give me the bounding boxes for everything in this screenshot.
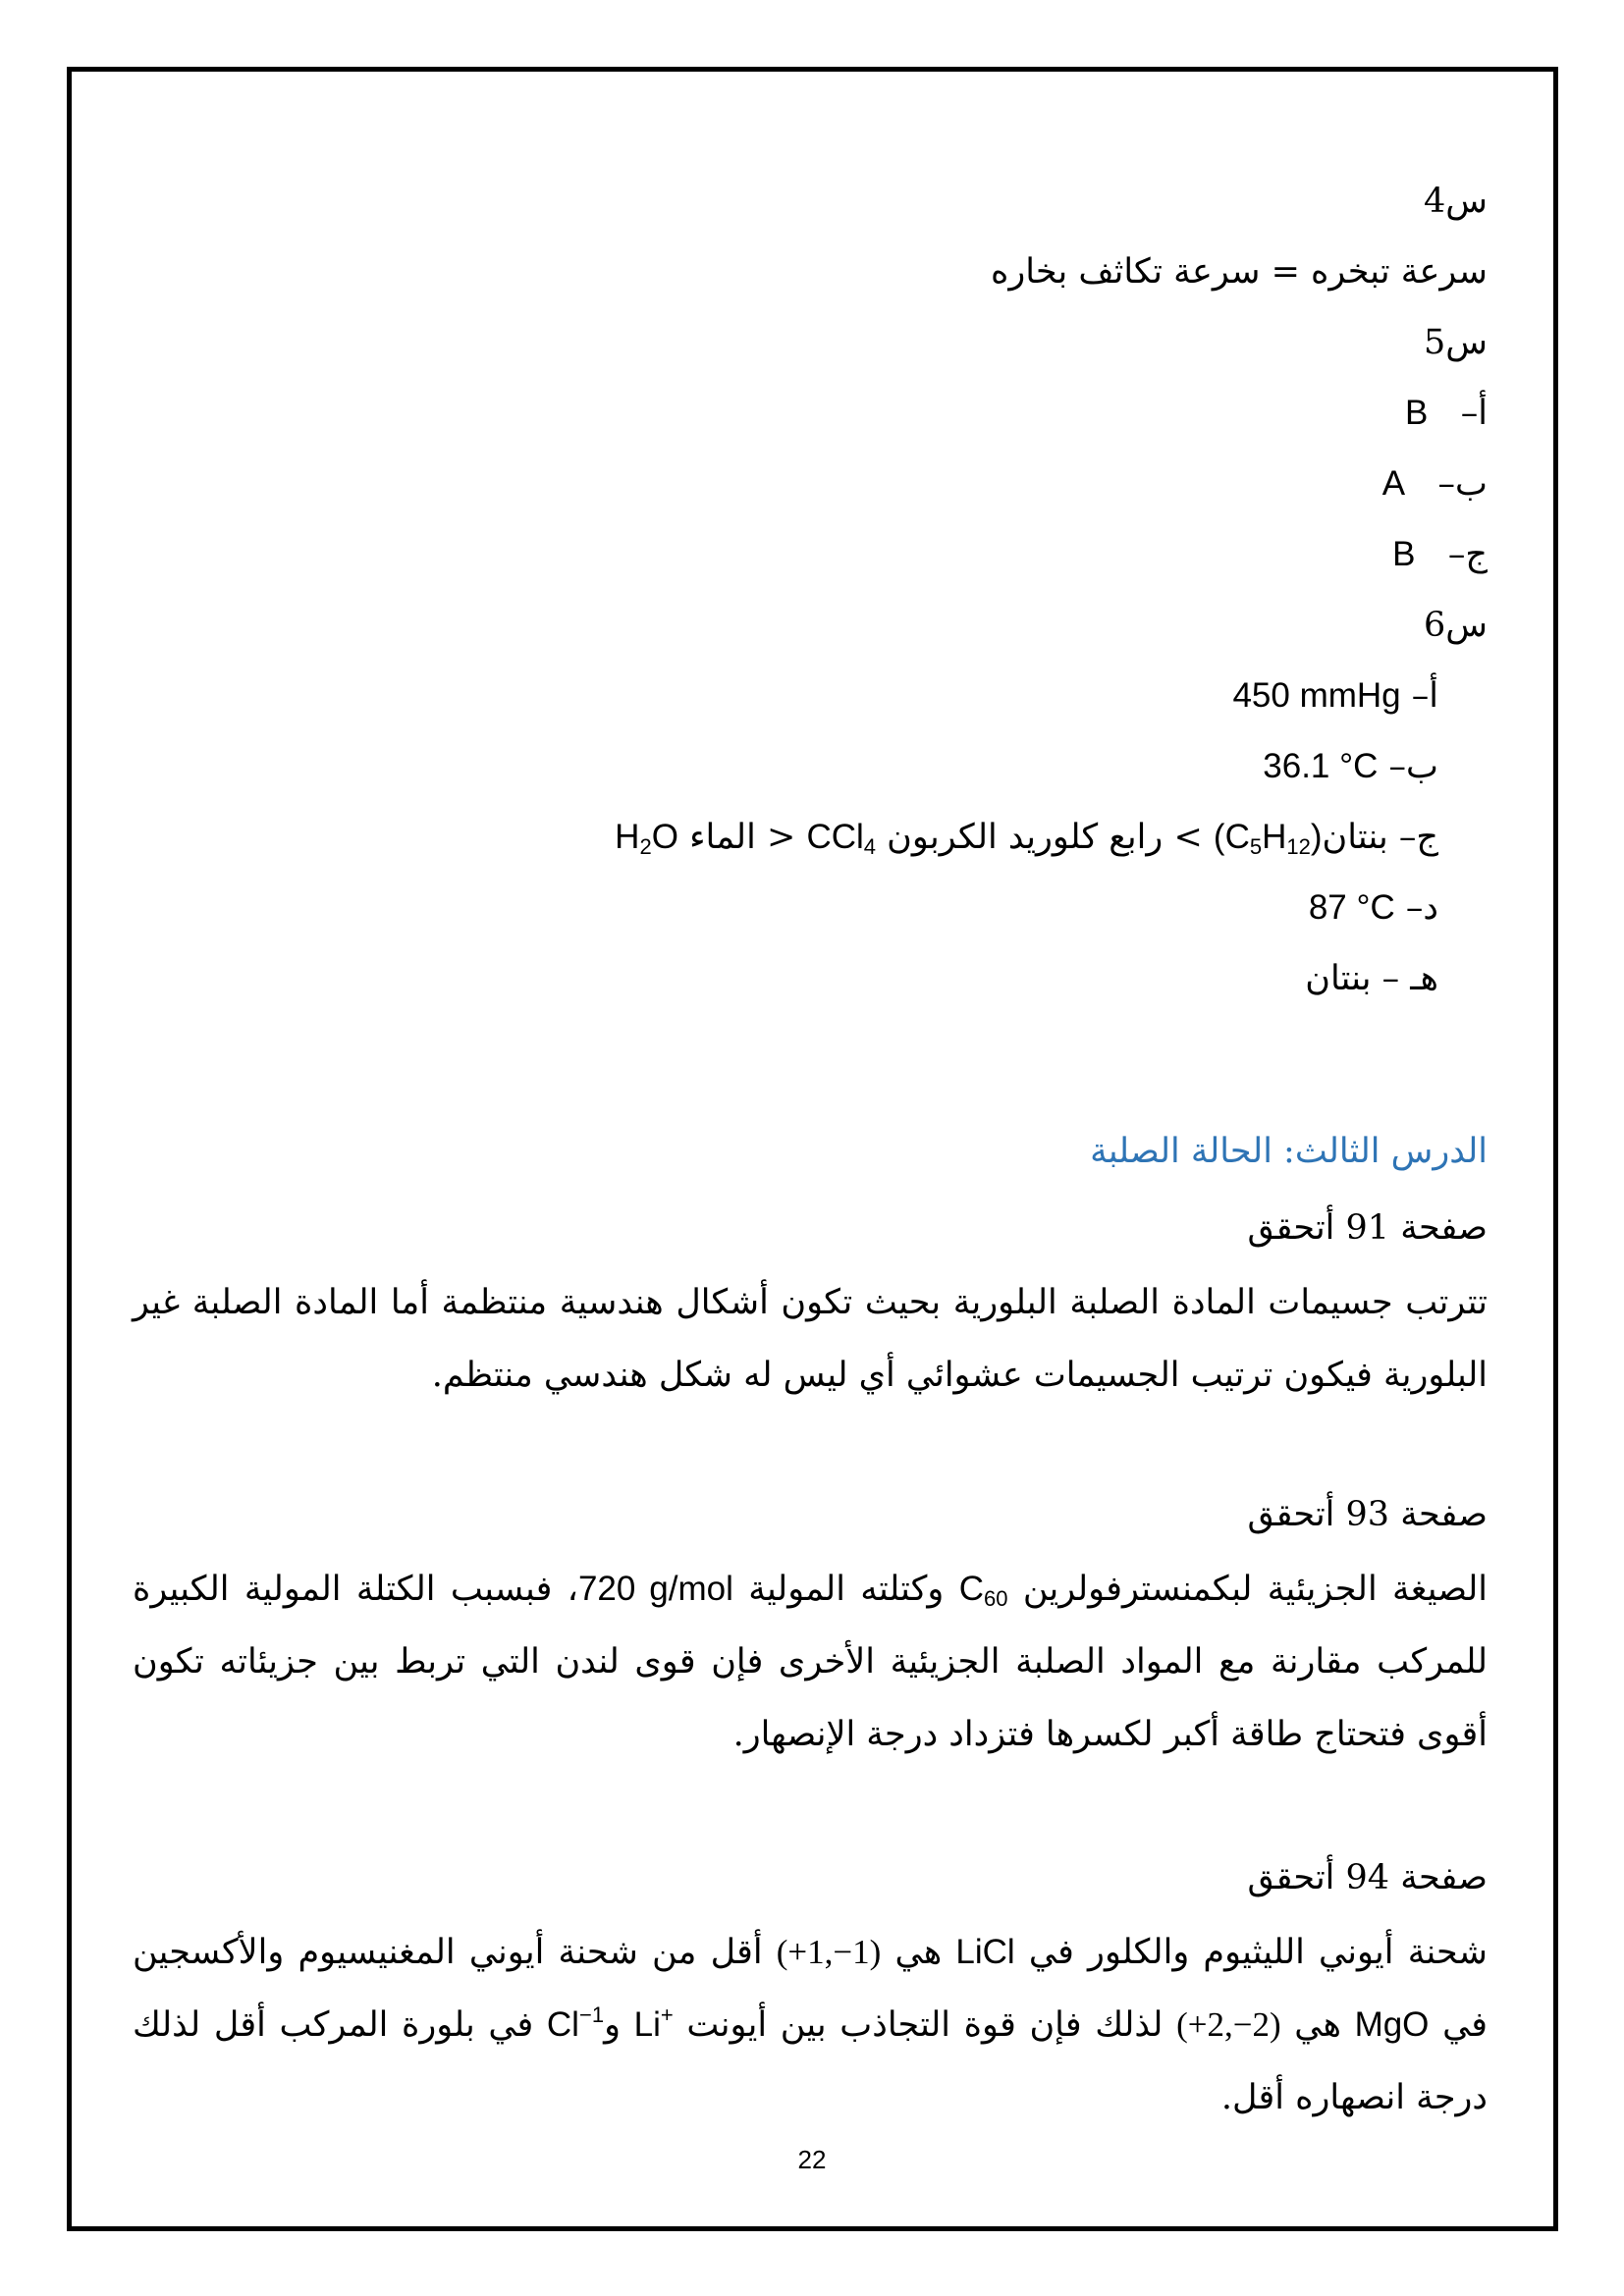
q5-item-c: ج– B <box>1392 535 1488 574</box>
q5-label: س5 <box>1423 323 1488 362</box>
q4-label: س4 <box>1423 182 1488 221</box>
q6-item-c: ج– $بنتان(C_5H_{12})$ > رابع كلوريد الكربون CCl$_4$ < الماء $H_2O$ <box>615 818 1438 859</box>
q6-item-b: ب– 36.1 °C <box>1263 747 1438 786</box>
page-93-paragraph: الصيغة الجزيئية لبكمنسترفولرين $C_{60}$ وكتلته المولية 720 g/mol، فبسبب الكتلة المولية الكبيرة للمركب مقارنة مع المواد الصلبة الجزيئية الأخرى فإن قوى لندن التي تربط بين جزيئاته تكون أقوى فتحتاج طاقة أكبر لكسرها فتزداد درجة الإنصهار. <box>133 1570 1488 1754</box>
q4-answer: سرعة تبخره = سرعة تكاثف بخاره <box>990 252 1488 292</box>
q6-item-e: هـ – بنتان <box>1305 959 1438 998</box>
page-number: 22 <box>797 2145 827 2174</box>
lesson-heading: الدرس الثالث: الحالة الصلبة <box>1090 1132 1488 1171</box>
page-94-title: صفحة 94 أتحقق <box>1247 1858 1488 1897</box>
q6-item-d: د– 87 °C <box>1308 888 1438 928</box>
page-91-title: صفحة 91 أتحقق <box>1247 1208 1488 1248</box>
q6-item-a: أ– 450 mmHg <box>1232 676 1438 716</box>
q6-label: س6 <box>1423 606 1488 645</box>
page-93-title: صفحة 93 أتحقق <box>1247 1495 1488 1534</box>
page-91-paragraph: تترتب جسيمات المادة الصلبة البلورية بحيث تكون أشكال هندسية منتظمة أما المادة الصلبة غير البلورية فيكون ترتيب الجسيمات عشوائي أي ليس له شكل هندسي منتظم. <box>133 1283 1488 1395</box>
q5-item-b: ب– A <box>1381 464 1488 504</box>
page-94-paragraph: شحنة أيوني الليثيوم والكلور في LiCl هي (+1,−1) أقل من شحنة أيوني المغنيسيوم والأكسجين في MgO هي (+2,−2) لذلك فإن قوة التجاذب بين أيونت Li+ وCl$^{-1}$ في بلورة المركب أقل لذلك درجة انصهاره أقل. <box>133 1933 1488 2117</box>
q5-item-a: أ– B <box>1405 394 1488 433</box>
